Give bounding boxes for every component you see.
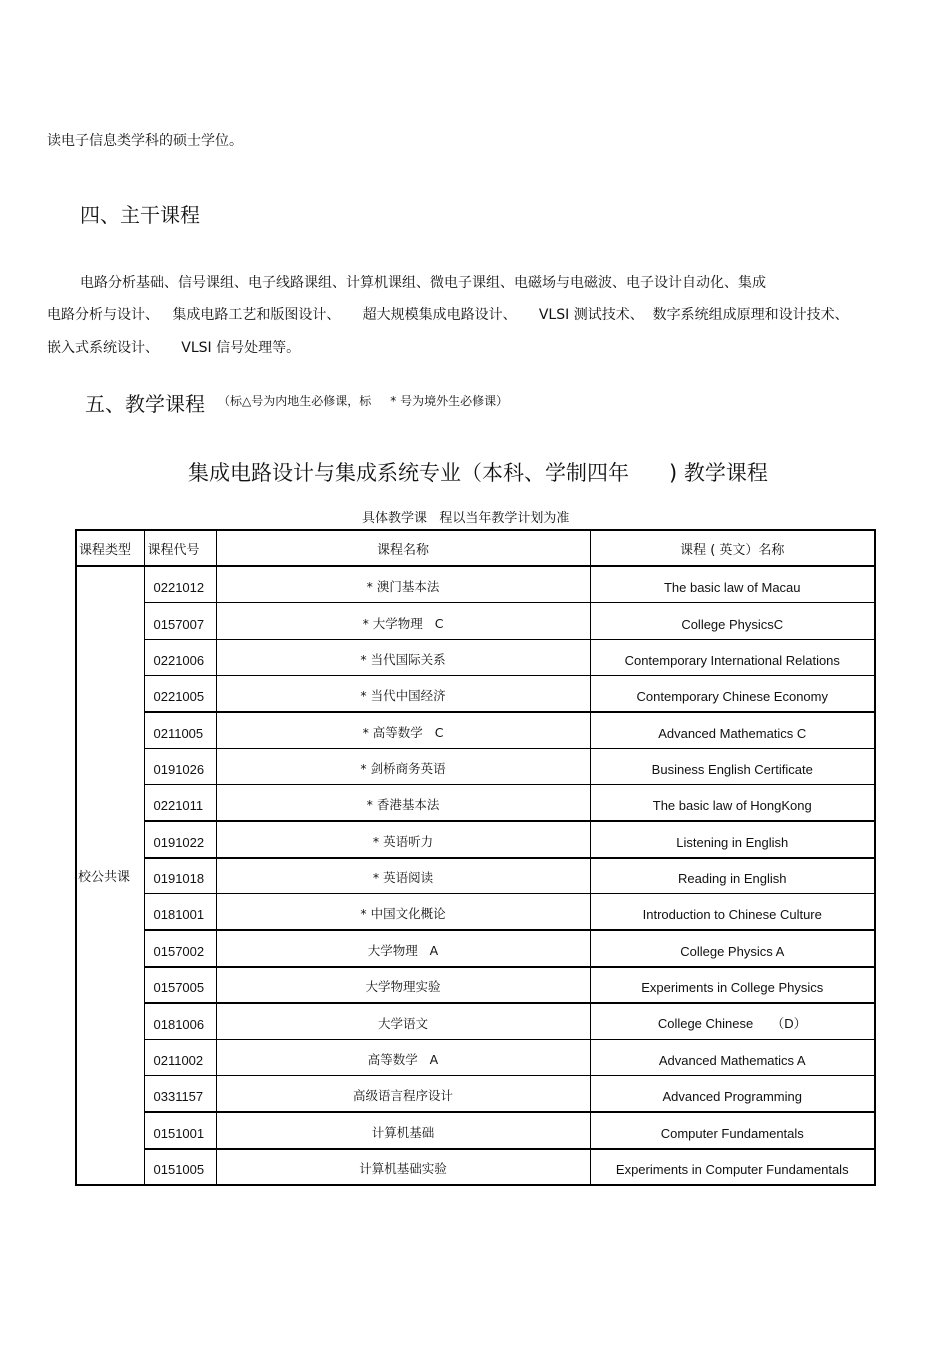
course-name-english: Experiments in Computer Fundamentals: [590, 1149, 875, 1185]
course-name: * 中国文化概论: [216, 894, 590, 930]
table-row: [76, 967, 875, 1003]
course-name: 高级语言程序设计: [216, 1076, 590, 1112]
table-row: [76, 821, 875, 857]
course-name-english: The basic law of Macau: [590, 566, 875, 602]
section-5-note: （标△号为内地生必修课，标 * 号为境外生必修课）: [218, 394, 509, 408]
table-row: [76, 676, 875, 712]
table-row: [76, 785, 875, 821]
table-row: [76, 712, 875, 748]
course-name-english: Introduction to Chinese Culture: [590, 894, 875, 930]
table-row: [76, 894, 875, 930]
table-row: [76, 748, 875, 784]
category-cell: 校公共课: [76, 566, 144, 1185]
course-name-english: Advanced Programming: [590, 1076, 875, 1112]
table-row: [76, 1076, 875, 1112]
course-name-english: College Physics A: [590, 930, 875, 966]
paragraph-continuation: 读电子信息类学科的硕士学位。: [47, 133, 243, 149]
course-name: 计算机基础实验: [216, 1149, 590, 1185]
course-code: 0151001: [144, 1112, 216, 1148]
course-name: 高等数学 A: [216, 1039, 590, 1075]
course-code: 0221012: [144, 566, 216, 602]
course-table: [75, 529, 876, 1186]
course-code: 0181006: [144, 1003, 216, 1039]
course-name-english: Reading in English: [590, 858, 875, 894]
course-name: * 高等数学 C: [216, 712, 590, 748]
table-row: [76, 1003, 875, 1039]
table-row: [76, 858, 875, 894]
course-name-english: Experiments in College Physics: [590, 967, 875, 1003]
course-name-english: Contemporary Chinese Economy: [590, 676, 875, 712]
course-code: 0331157: [144, 1076, 216, 1112]
main-courses-line-2: 电路分析与设计、 集成电路工艺和版图设计、 超大规模集成电路设计、 VLSI 测试技术、 数字系统组成原理和设计技术、: [47, 307, 849, 323]
main-courses-line-1: 电路分析基础、信号课组、电子线路课组、计算机课组、微电子课组、电磁场与电磁波、电子设计自动化、集成: [80, 275, 766, 291]
course-code: 0191026: [144, 748, 216, 784]
course-name: * 英语阅读: [216, 858, 590, 894]
course-name: * 澳门基本法: [216, 566, 590, 602]
course-name: * 香港基本法: [216, 785, 590, 821]
course-name-english: Computer Fundamentals: [590, 1112, 875, 1148]
course-name-english: The basic law of HongKong: [590, 785, 875, 821]
course-code: 0211005: [144, 712, 216, 748]
course-name: 大学物理 A: [216, 930, 590, 966]
course-code: 0181001: [144, 894, 216, 930]
course-name: * 英语听力: [216, 821, 590, 857]
table-row: [76, 639, 875, 675]
header-course-code: 课程代号: [144, 530, 216, 566]
table-row: [76, 1112, 875, 1148]
course-name: 大学物理实验: [216, 967, 590, 1003]
course-name-english: Advanced Mathematics A: [590, 1039, 875, 1075]
course-name-english: Contemporary International Relations: [590, 639, 875, 675]
table-row: [76, 603, 875, 639]
course-code: 0191018: [144, 858, 216, 894]
course-name-english: College Chinese （D）: [590, 1003, 875, 1039]
course-code: 0151005: [144, 1149, 216, 1185]
course-code: 0191022: [144, 821, 216, 857]
course-name: 计算机基础: [216, 1112, 590, 1148]
course-name-english: Listening in English: [590, 821, 875, 857]
header-course-name: 课程名称: [216, 530, 590, 566]
course-name: * 大学物理 C: [216, 603, 590, 639]
course-name: * 当代国际关系: [216, 639, 590, 675]
section-4-heading: 四、主干课程: [80, 203, 200, 227]
course-name-english: Advanced Mathematics C: [590, 712, 875, 748]
course-name-english: College PhysicsC: [590, 603, 875, 639]
course-name-english: Business English Certificate: [590, 748, 875, 784]
course-name: * 当代中国经济: [216, 676, 590, 712]
table-subtitle: 具体教学课 程以当年教学计划为准: [362, 511, 570, 526]
course-code: 0157005: [144, 967, 216, 1003]
course-name: 大学语文: [216, 1003, 590, 1039]
table-row: [76, 566, 875, 602]
main-courses-line-3: 嵌入式系统设计、 VLSI 信号处理等。: [47, 340, 301, 356]
course-code: 0221011: [144, 785, 216, 821]
header-course-type: 课程类型: [76, 530, 144, 566]
course-code: 0211002: [144, 1039, 216, 1075]
table-row: [76, 930, 875, 966]
course-code: 0221006: [144, 639, 216, 675]
course-name: * 剑桥商务英语: [216, 748, 590, 784]
course-code: 0157002: [144, 930, 216, 966]
section-5-heading: 五、教学课程: [85, 392, 205, 416]
table-title: 集成电路设计与集成系统专业（本科、学制四年 ) 教学课程: [188, 461, 768, 485]
header-course-name-english: 课程 ( 英文）名称: [590, 530, 875, 566]
course-code: 0221005: [144, 676, 216, 712]
table-row: [76, 1149, 875, 1185]
table-row: [76, 1039, 875, 1075]
course-code: 0157007: [144, 603, 216, 639]
table-header-row: [76, 530, 875, 566]
